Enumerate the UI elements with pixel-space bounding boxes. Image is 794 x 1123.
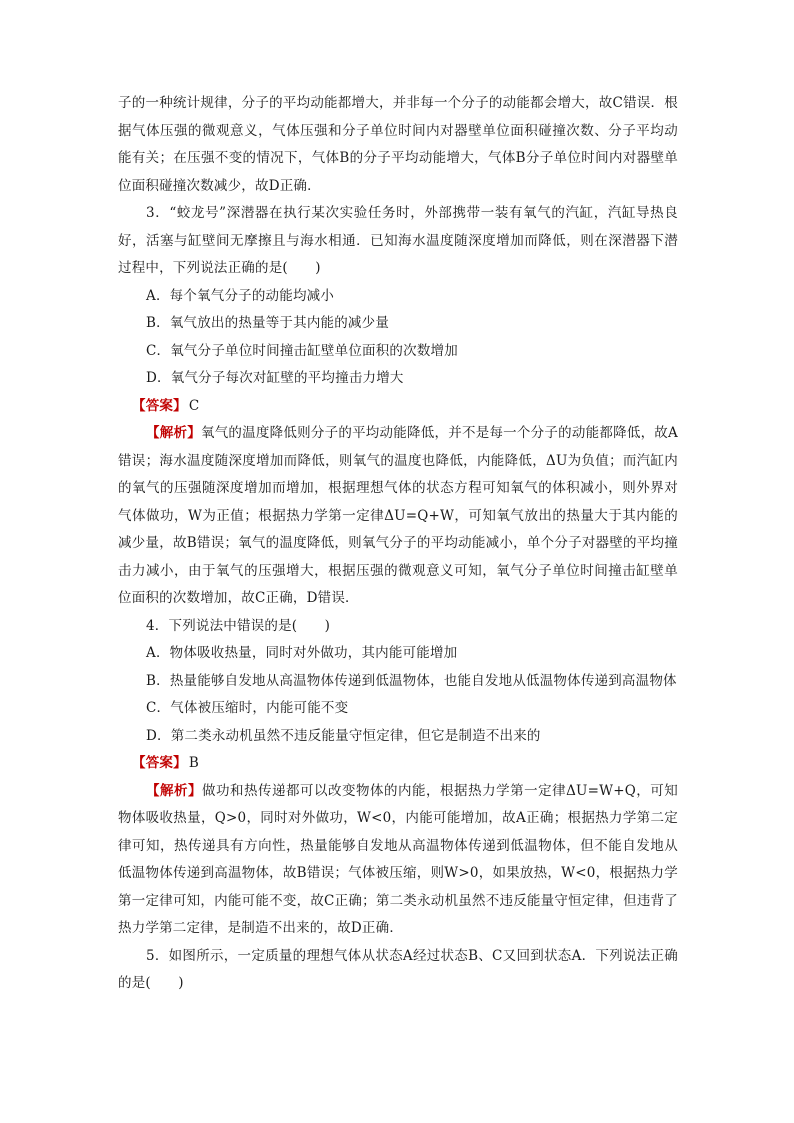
question-4-answer xyxy=(118,750,678,778)
answer-tag: 【答案】 xyxy=(132,755,187,771)
analysis-tag: 【解析】 xyxy=(146,782,203,799)
question-4-analysis xyxy=(118,778,678,943)
answer-value: C xyxy=(188,397,200,414)
question-5 xyxy=(118,943,678,998)
answer-tag: 【答案】 xyxy=(132,397,187,414)
analysis-tag: 【解析】 xyxy=(146,425,201,441)
question-4-stem: 4．下列说法中错误的是( ) xyxy=(146,617,331,634)
question-4-option-d: D．第二类永动机虽然不违反能量守恒定律，但它是制造不出来的 xyxy=(146,727,541,744)
question-3-option-a: A．每个氧气分子的动能均减小 xyxy=(146,287,335,304)
question-3 xyxy=(118,200,678,613)
analysis-text: 氧气的温度降低则分子的平均动能降低，并不是每一个分子的动能都降低，故A错误；海水温度随深度增加而降低，则氧气的温度也降低，内能降低，ΔU为负值；而汽缸内的氧气的压强随深度增加而增加，根据理想气体的状态方程可知氧气的体积减小，则外界对气体做功，W为正值；根据热力学第一定律ΔU=Q+W，可知氧气放出的热量大于其内能的减少量，故B错误；氧气的温度降低，则氧气分子的平均动能减小，单个分子对器壁的平均撞击力减小，由于氧气的压强增大，根据压强的微观意义可知，氧气分子单位时间撞击缸壁单位面积的次数增加，故C正确，D错误． xyxy=(118,425,678,606)
answer-value: B xyxy=(188,755,199,771)
question-3-option-d: D．氧气分子每次对缸壁的平均撞击力增大 xyxy=(146,370,404,386)
question-3-option-b: B．氧气放出的热量等于其内能的减少量 xyxy=(146,315,390,331)
question-4-option-a: A．物体吸收热量，同时对外做功，其内能可能增加 xyxy=(146,645,458,661)
question-4 xyxy=(118,613,678,943)
intro-paragraph: 子的一种统计规律，分子的平均动能都增大，并非每一个分子的动能都会增大，故C错误．根据气体压强的微观意义，气体压强和分子单位时间内对器壁单位面积碰撞次数、分子平均动能有关；在压强不变的情况下，气体B的分子平均动能增大，气体B分子单位时间内对器壁单位面积碰撞次数减少，故D正确． xyxy=(118,95,678,194)
question-5-stem: 5．如图所示，一定质量的理想气体从状态A经过状态B、C又回到状态A．下列说法正确的是( ) xyxy=(118,947,678,991)
question-3-option-c: C．氧气分子单位时间撞击缸壁单位面积的次数增加 xyxy=(146,342,458,359)
question-3-analysis xyxy=(118,420,678,613)
question-3-answer xyxy=(118,393,678,421)
document-page xyxy=(118,90,678,998)
question-3-stem: 3．“蛟龙号”深潜器在执行某次实验任务时，外部携带一装有氧气的汽缸，汽缸导热良好，活塞与缸壁间无摩擦且与海水相通．已知海水温度随深度增加而降低，则在深潜器下潜过程中，下列说法正确的是( ) xyxy=(118,205,678,276)
analysis-text: 做功和热传递都可以改变物体的内能，根据热力学第一定律ΔU=W+Q，可知物体吸收热量，Q>0，同时对外做功，W<0，内能可能增加，故A正确；根据热力学第二定律可知，热传递具有方向性，热量能够自发地从高温物体传递到低温物体，但不能自发地从低温物体传递到高温物体，故B错误；气体被压缩，则W>0，如果放热，W<0，根据热力学第一定律可知，内能可能不变，故C正确；第二类永动机虽然不违反能量守恒定律，但违背了热力学第二定律，是制造不出来的，故D正确． xyxy=(118,782,678,936)
question-4-option-c: C．气体被压缩时，内能可能不变 xyxy=(146,700,349,716)
question-4-option-b: B．热量能够自发地从高温物体传递到低温物体，也能自发地从低温物体传递到高温物体 xyxy=(146,672,677,689)
